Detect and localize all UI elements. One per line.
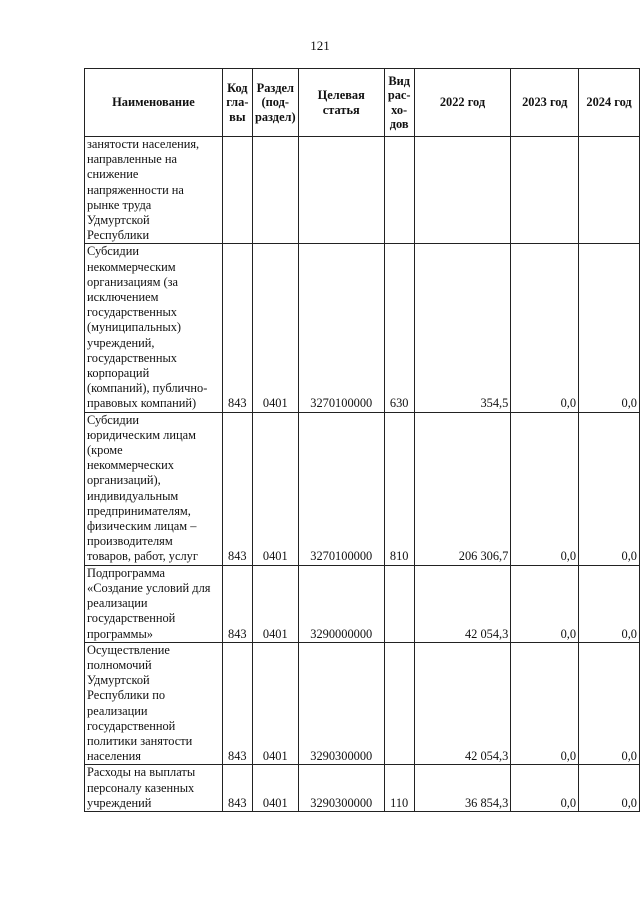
row-2023: 0,0: [511, 642, 579, 765]
row-2022: 206 306,7: [414, 412, 511, 565]
row-2024: 0,0: [579, 244, 640, 412]
header-code: Код гла- вы: [222, 69, 252, 137]
table-row: [85, 412, 640, 565]
row-expense-type: [384, 137, 414, 244]
table-row: [85, 137, 640, 244]
row-expense-type: [384, 565, 414, 642]
header-2023: 2023 год: [511, 69, 579, 137]
row-section: 0401: [252, 765, 298, 812]
budget-table: [84, 68, 640, 812]
row-code: 843: [222, 565, 252, 642]
row-2022: [414, 137, 511, 244]
row-name: Субсидии некоммерческим организациям (за исключением государственных (муниципальных) учреждений, государственных корпораций (компаний), публично- правовых компаний): [85, 244, 223, 412]
header-expense-type: Вид рас- хо- дов: [384, 69, 414, 137]
header-name: Наименование: [85, 69, 223, 137]
row-code: 843: [222, 765, 252, 812]
row-code: 843: [222, 244, 252, 412]
row-2024: 0,0: [579, 565, 640, 642]
row-section: 0401: [252, 642, 298, 765]
row-code: [222, 137, 252, 244]
row-2024: 0,0: [579, 642, 640, 765]
row-name: занятости населения, направленные на снижение напряженности на рынке труда Удмуртской Республики: [85, 137, 223, 244]
table-row: [85, 244, 640, 412]
row-2022: 354,5: [414, 244, 511, 412]
row-name: Субсидии юридическим лицам (кроме некоммерческих организаций), индивидуальным предпринимателям, физическим лицам – производителям товаров, работ, услуг: [85, 412, 223, 565]
row-2024: 0,0: [579, 765, 640, 812]
row-code: 843: [222, 642, 252, 765]
row-2022: 42 054,3: [414, 565, 511, 642]
row-expense-type: 810: [384, 412, 414, 565]
row-name: Подпрограмма «Создание условий для реализации государственной программы»: [85, 565, 223, 642]
row-2022: 36 854,3: [414, 765, 511, 812]
row-2023: 0,0: [511, 244, 579, 412]
row-expense-type: [384, 642, 414, 765]
row-section: 0401: [252, 412, 298, 565]
row-name: Осуществление полномочий Удмуртской Республики по реализации государственной политики занятости населения: [85, 642, 223, 765]
table-row: [85, 765, 640, 812]
row-section: 0401: [252, 565, 298, 642]
header-row: [85, 69, 640, 137]
header-target: Целевая статья: [298, 69, 384, 137]
row-target: 3290000000: [298, 565, 384, 642]
row-expense-type: 110: [384, 765, 414, 812]
row-2024: [579, 137, 640, 244]
row-target: [298, 137, 384, 244]
row-2023: [511, 137, 579, 244]
row-2023: 0,0: [511, 565, 579, 642]
table-row: [85, 642, 640, 765]
row-2022: 42 054,3: [414, 642, 511, 765]
page-number: 121: [310, 38, 330, 53]
row-target: 3290300000: [298, 642, 384, 765]
row-section: [252, 137, 298, 244]
table-row: [85, 565, 640, 642]
row-section: 0401: [252, 244, 298, 412]
header-2022: 2022 год: [414, 69, 511, 137]
header-section: Раздел (под- раздел): [252, 69, 298, 137]
row-target: 3290300000: [298, 765, 384, 812]
header-2024: 2024 год: [579, 69, 640, 137]
row-expense-type: 630: [384, 244, 414, 412]
row-2023: 0,0: [511, 765, 579, 812]
row-code: 843: [222, 412, 252, 565]
row-target: 3270100000: [298, 412, 384, 565]
row-target: 3270100000: [298, 244, 384, 412]
row-2024: 0,0: [579, 412, 640, 565]
row-2023: 0,0: [511, 412, 579, 565]
row-name: Расходы на выплаты персоналу казенных учреждений: [85, 765, 223, 812]
